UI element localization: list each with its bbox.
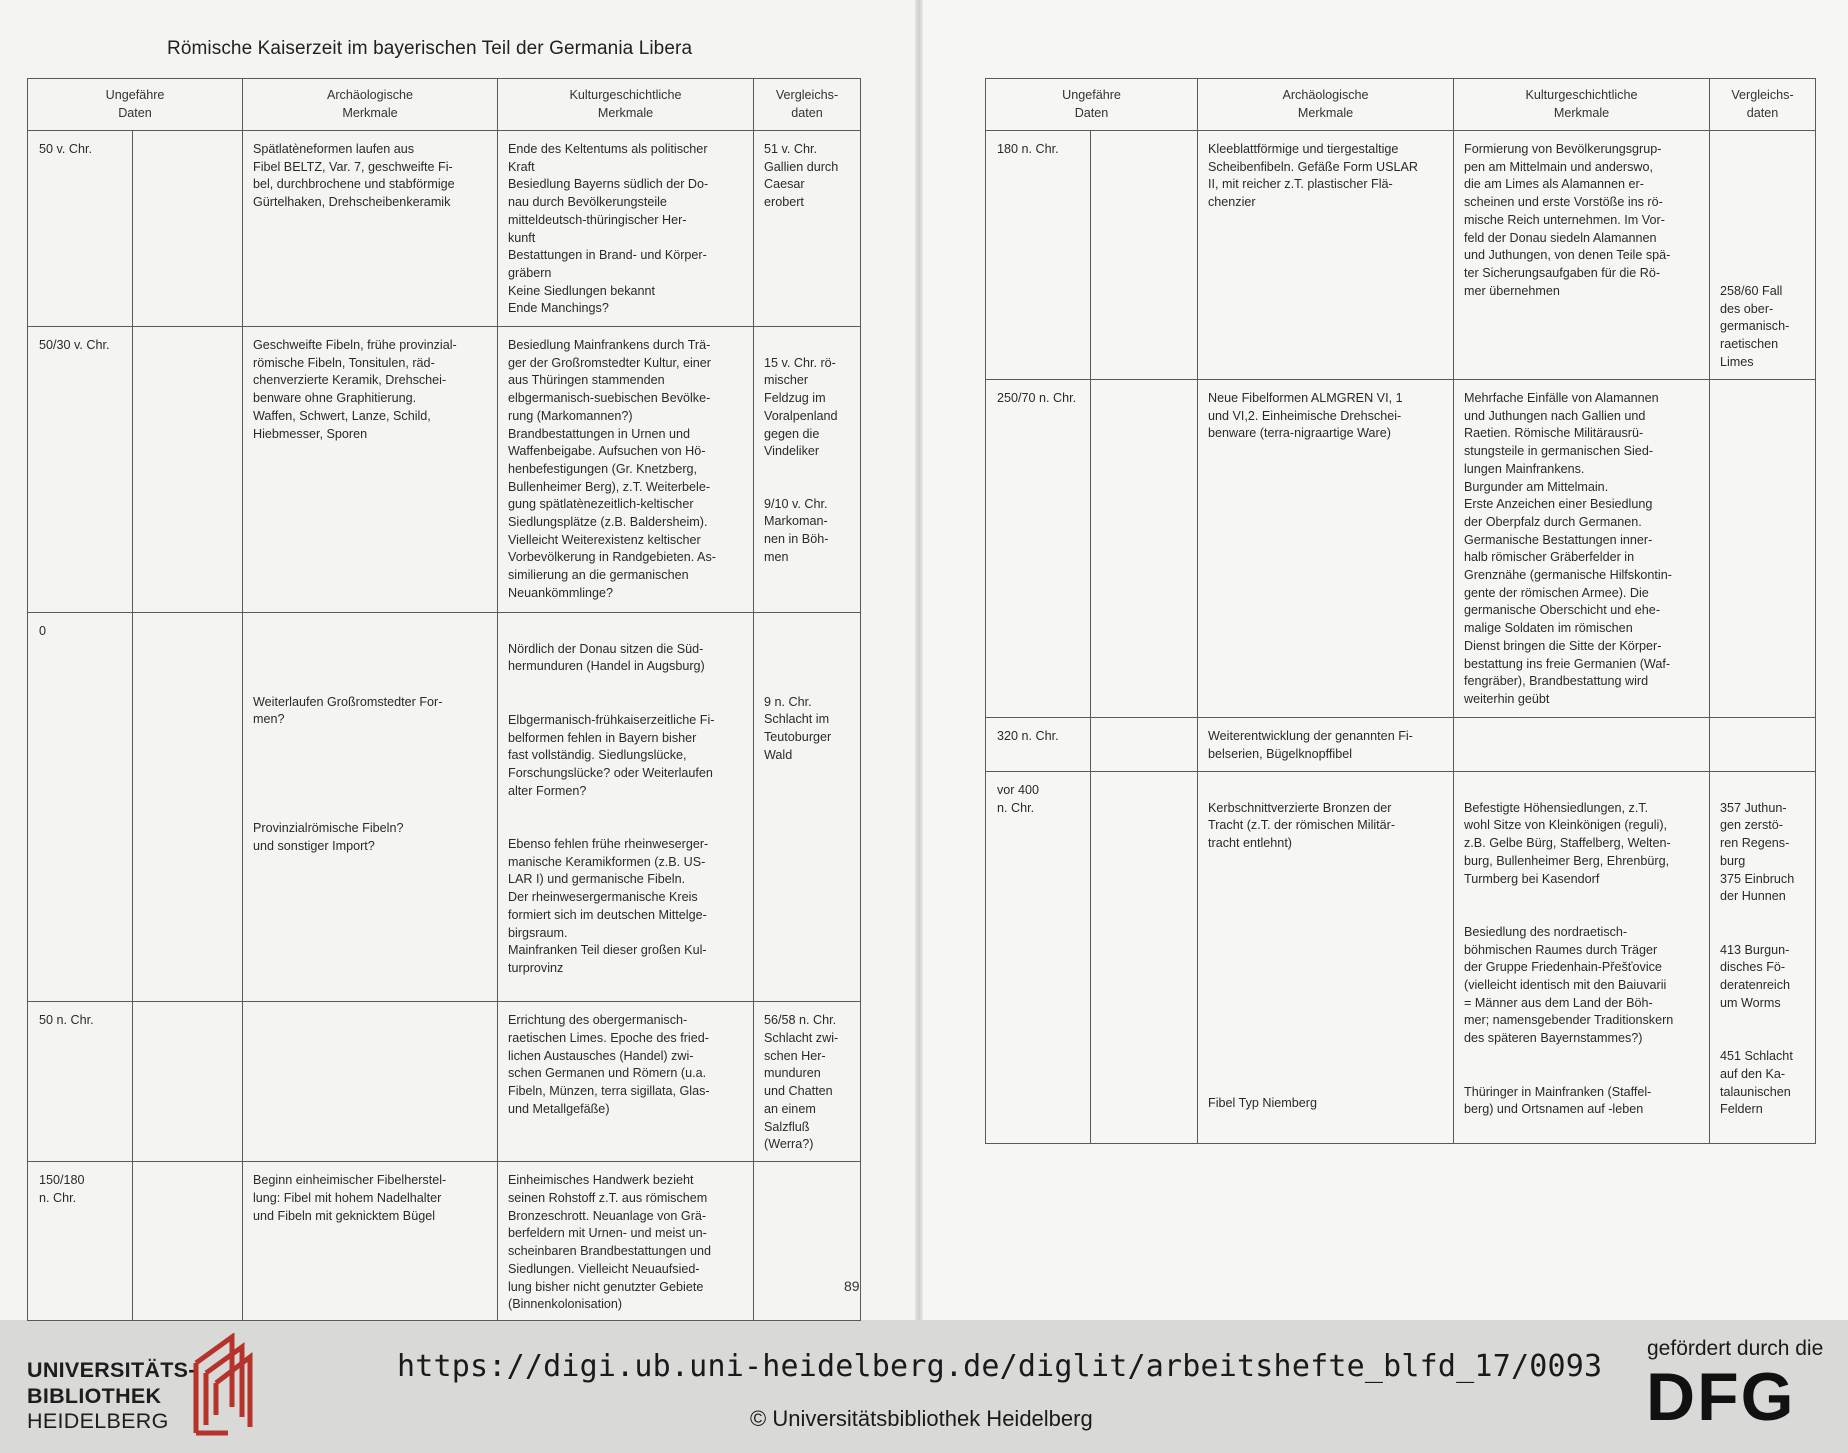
header-dates: Ungefähre Daten <box>28 79 243 131</box>
copyright-text: © Universitätsbibliothek Heidelberg <box>750 1406 1093 1431</box>
arch-cell: Kleeblattförmige und tiergestaltige Scheibenfibeln. Gefäße Form USLAR II, mit reicher z.T. plastischer Flä- chenzier <box>1198 131 1454 380</box>
table-header-row <box>28 79 861 131</box>
table-row <box>28 613 861 1002</box>
cult-cell <box>1454 718 1710 772</box>
date-cell: vor 400 n. Chr. <box>986 772 1091 1144</box>
table-row <box>28 1162 861 1321</box>
arch-entry: Provinzialrömische Fibeln? und sonstiger Import? <box>253 820 404 853</box>
viewer-footer <box>0 1321 1848 1453</box>
dfg-logo-text: DFG <box>1646 1365 1796 1427</box>
comp-entry: 15 v. Chr. rö- mischer Feldzug im Voralpenland gegen die Vindeliker <box>764 355 838 459</box>
spacer-cell <box>1091 131 1198 380</box>
cult-entry: Besiedlung des nordraetisch- böhmischen Raumes durch Träger der Gruppe Friedenhain-Přešťovice (vielleicht identisch mit den Baiuvarii = Männer aus dem Land der Böh- mer; namensgebender Traditionskern des späteren Bayernstammes?) <box>1464 924 1674 1046</box>
cult-entry: Befestigte Höhensiedlungen, z.T. wohl Sitze von Kleinkönigen (reguli), z.B. Gelbe Bürg, Staffelberg, Welten- burg, Bullenheimer Berg, Ehrenbürg, Turmberg bei Kasendorf <box>1464 800 1671 886</box>
arch-cell <box>243 613 498 1002</box>
spacer-cell <box>133 327 243 613</box>
chronology-table-left <box>27 78 861 1321</box>
comp-entry: 9/10 v. Chr. Markoman- nen in Böh- men <box>764 496 829 564</box>
header-cult: Kulturgeschichtliche Merkmale <box>1454 79 1710 131</box>
date-cell: 50/30 v. Chr. <box>28 327 133 613</box>
comp-cell <box>754 1162 861 1321</box>
arch-cell <box>1198 772 1454 1144</box>
spacer-cell <box>1091 718 1198 772</box>
arch-cell: Beginn einheimischer Fibelherstel- lung: Fibel mit hohem Nadelhalter und Fibeln mit geknicktem Bügel <box>243 1162 498 1321</box>
table-row <box>986 772 1816 1144</box>
cult-cell <box>1454 772 1710 1144</box>
table-row <box>28 327 861 613</box>
funding-caption: gefördert durch die <box>1647 1337 1824 1360</box>
date-cell: 0 <box>28 613 133 1002</box>
comp-cell: 258/60 Fall des ober- germanisch- raetischen Limes <box>1710 131 1816 380</box>
date-cell: 50 v. Chr. <box>28 131 133 327</box>
arch-cell: Weiterentwicklung der genannten Fi- belserien, Bügelknopffibel <box>1198 718 1454 772</box>
chronology-table-right <box>985 78 1816 1144</box>
document-url-link[interactable]: https://digi.ub.uni-heidelberg.de/diglit/arbeitshefte_blfd_17/0093 <box>397 1349 1603 1384</box>
date-cell: 320 n. Chr. <box>986 718 1091 772</box>
header-comp: Vergleichs- daten <box>754 79 861 131</box>
comp-cell <box>1710 772 1816 1144</box>
arch-entry: Weiterlaufen Großromstedter For- men? <box>253 694 443 727</box>
library-logo-text[interactable] <box>27 1358 196 1435</box>
cult-entry: Ebenso fehlen frühe rheinweserger- manische Keramikformen (z.B. US- LAR I) und germanische Fibeln. Der rheinwesergermanische Kreis formiert sich im deutschen Mittelge- birgsraum. Mainfranken Teil dieser großen Kul- turprovinz <box>508 837 709 975</box>
spacer-cell <box>133 131 243 327</box>
header-dates: Ungefähre Daten <box>986 79 1198 131</box>
comp-cell: 56/58 n. Chr. Schlacht zwi- schen Her- munduren und Chatten an einem Salzfluß (Werra?) <box>754 1002 861 1162</box>
library-line: HEIDELBERG <box>27 1409 169 1433</box>
arch-entry: Fibel Typ Niemberg <box>1208 1095 1317 1110</box>
header-arch: Archäologische Merkmale <box>1198 79 1454 131</box>
table-header-row <box>986 79 1816 131</box>
table-row <box>986 131 1816 380</box>
table-row <box>986 718 1816 772</box>
date-cell: 50 n. Chr. <box>28 1002 133 1162</box>
spacer-cell <box>133 1002 243 1162</box>
cult-cell: Mehrfache Einfälle von Alamannen und Juthungen nach Gallien und Raetien. Römische Militärausrü- stungsteile in germanischen Sied- lungen Mainfrankens. Burgunder am Mittelmain. Erste Anzeichen einer Besiedlung der Oberpfalz durch Germanen. Germanische Bestattungen inner- halb römischer Gräberfelder in Grenznähe (germanische Hilfskontin- gente der römischen Armee). Die germanische Oberschicht und ehe- malige Soldaten im römischen Dienst bringen die Sitte der Körper- bestattung ins freie Germanien (Waf- fengräber), Brandbestattung wird weiterhin geübt <box>1454 380 1710 718</box>
library-line: UNIVERSITÄTS- <box>27 1358 196 1382</box>
header-arch: Archäologische Merkmale <box>243 79 498 131</box>
comp-entry: 357 Juthun- gen zerstö- ren Regens- burg 375 Einbruch der Hunnen <box>1720 800 1795 904</box>
comp-entry: 451 Schlacht auf den Ka- talaunischen Feldern <box>1720 1049 1793 1117</box>
cult-cell: Errichtung des obergermanisch- raetischen Limes. Epoche des fried- lichen Austausches (Handel) zwi- schen Germanen und Römern (u.a. Fibeln, Münzen, terra sigillata, Glas- und Metallgefäße) <box>498 1002 754 1162</box>
book-gutter <box>915 0 923 1320</box>
comp-entry: 413 Burgun- disches Fö- deratenreich um Worms <box>1720 942 1791 1010</box>
arch-entry: Kerbschnittverzierte Bronzen der Tracht (z.T. der römischen Militär- tracht entlehnt) <box>1208 800 1396 851</box>
dfg-logo[interactable] <box>1646 1365 1822 1427</box>
date-cell: 250/70 n. Chr. <box>986 380 1091 718</box>
library-line: BIBLIOTHEK <box>27 1383 162 1408</box>
cult-entry: Elbgermanisch-frühkaiserzeitliche Fi- belformen fehlen in Bayern bisher fast vollständig. Siedlungslücke, Forschungslücke? oder Weiterlaufen alter Formen? <box>508 712 715 798</box>
page-title: Römische Kaiserzeit im bayerischen Teil der Germania Libera <box>167 38 693 59</box>
cult-cell: Einheimisches Handwerk bezieht seinen Rohstoff z.T. aus römischem Bronzeschrott. Neuanlage von Grä- berfeldern mit Urnen- und meist un- scheinbaren Brandbestattungen und Siedlungen. Vielleicht Neuaufsied- lung bisher nicht genutzter Gebiete (Binnenkolonisation) <box>498 1162 754 1321</box>
spacer-cell <box>133 1162 243 1321</box>
arch-cell: Geschweifte Fibeln, frühe provinzial- römische Fibeln, Tonsitulen, räd- chenverzierte Keramik, Drehschei- benware ohne Graphitierung. Waffen, Schwert, Lanze, Schild, Hiebmesser, Sporen <box>243 327 498 613</box>
arch-cell: Neue Fibelformen ALMGREN VI, 1 und VI,2. Einheimische Drehschei- benware (terra-nigraartige Ware) <box>1198 380 1454 718</box>
arch-cell: Spätlatèneformen laufen aus Fibel BELTZ, Var. 7, geschweifte Fi- bel, durchbrochene und stabförmige Gürtelhaken, Drehscheibenkeramik <box>243 131 498 327</box>
comp-cell <box>1710 718 1816 772</box>
comp-cell <box>1710 380 1816 718</box>
cult-entry: Thüringer in Mainfranken (Staffel- berg) und Ortsnamen auf -leben <box>1464 1084 1652 1117</box>
table-row <box>28 131 861 327</box>
header-cult: Kulturgeschichtliche Merkmale <box>498 79 754 131</box>
cult-cell: Besiedlung Mainfrankens durch Trä- ger der Großromstedter Kultur, einer aus Thüringen stammenden elbgermanisch-suebischen Bevölke- rung (Markomannen?) Brandbestattungen in Urnen und Waffenbeigabe. Aufsuchen von Hö- henbefestigungen (Gr. Knetzberg, Bullenheimer Berg), z.T. Weiterbele- gung spätlatènezeitlich-keltischer Siedlungsplätze (z.B. Baldersheim). Vielleicht Weiterexistenz keltischer Vorbevölkerung in Randgebieten. As- similierung an die germanischen Neuankömmlinge? <box>498 327 754 613</box>
page-number: 89 <box>844 1278 860 1294</box>
comp-cell <box>754 613 861 1002</box>
arch-cell <box>243 1002 498 1162</box>
date-cell: 180 n. Chr. <box>986 131 1091 380</box>
library-book-logo-icon[interactable] <box>192 1333 254 1437</box>
comp-cell: 51 v. Chr. Gallien durch Caesar erobert <box>754 131 861 327</box>
table-row <box>28 1002 861 1162</box>
date-cell: 150/180 n. Chr. <box>28 1162 133 1321</box>
table-row <box>986 380 1816 718</box>
spacer-cell <box>1091 772 1198 1144</box>
cult-cell <box>498 613 754 1002</box>
header-comp: Vergleichs- daten <box>1710 79 1816 131</box>
comp-entry: 9 n. Chr. Schlacht im Teutoburger Wald <box>764 694 832 762</box>
cult-cell: Ende des Keltentums als politischer Kraft Besiedlung Bayerns südlich der Do- nau durch Bevölkerungsteile mitteldeutsch-thüringischer Her- kunft Bestattungen in Brand- und Körper- gräbern Keine Siedlungen bekannt Ende Manchings? <box>498 131 754 327</box>
spacer-cell <box>133 613 243 1002</box>
comp-cell <box>754 327 861 613</box>
cult-entry: Nördlich der Donau sitzen die Süd- hermunduren (Handel in Augsburg) <box>508 641 705 674</box>
cult-cell: Formierung von Bevölkerungsgrup- pen am Mittelmain und anderswo, die am Limes als Alamannen er- scheinen und erste Vorstöße ins rö- mische Reich unternehmen. Im Vor- feld der Donau siedeln Alamannen und Juthungen, von denen Teile spä- ter Sicherungsaufgaben für die Rö- mer übernehmen <box>1454 131 1710 380</box>
spacer-cell <box>1091 380 1198 718</box>
